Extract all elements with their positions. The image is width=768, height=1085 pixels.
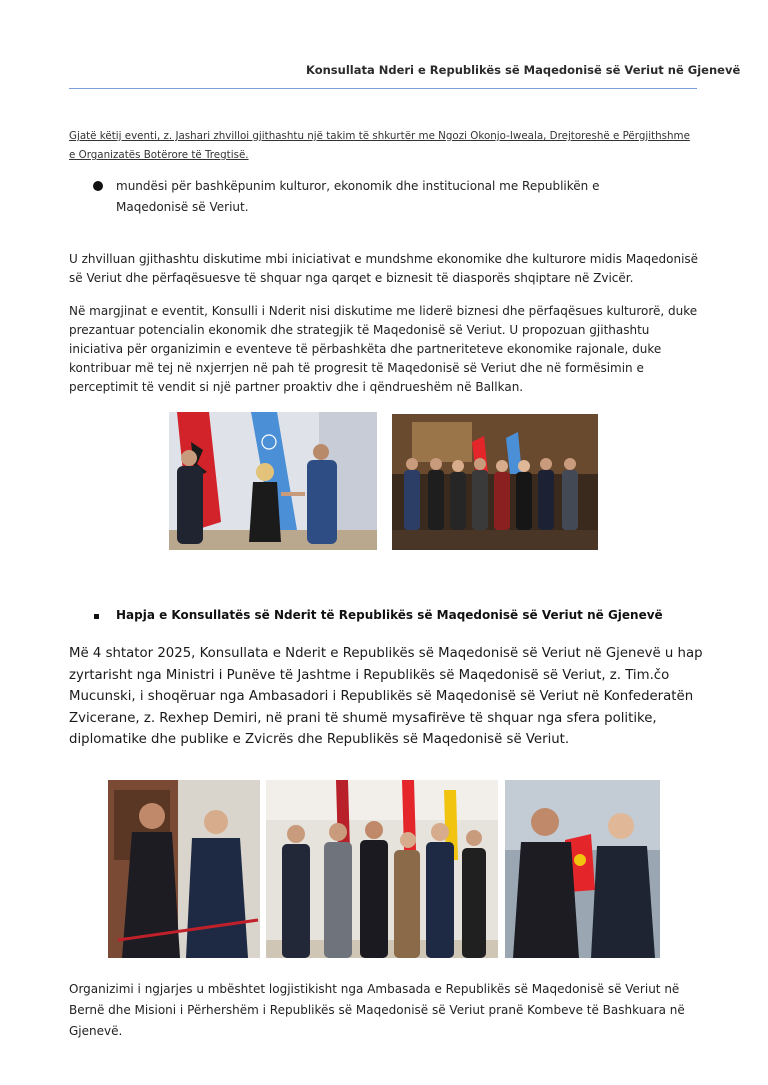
bullet-icon xyxy=(93,181,103,191)
section-body: Më 4 shtator 2025, Konsullata e Nderit e Republikës së Maqedonisë së Veriut në Gjenevë u hap zyrtarisht nga Ministri i Punëve të Jashtme i Republikës së Maqedonisë së Veriut, z. Tim.čo Mucunski, i shoqëruar nga Ambasadori i Republikës së Maqedonisë së Veriut në Konfederatën Zvicerane, z. Rexhep Demiri, në prani të shumë mysafirëve të shquar nga sfera politike, diplomatike dhe publike e Zvicrës dhe Republikës së Maqedonisë së Veriut. xyxy=(69,646,703,747)
paragraph-margins: Në margjinat e eventit, Konsulli i Nderit nisi diskutime me liderë biznesi dhe përfaqësues kulturorë, duke prezantuar potencialin ekonomik dhe strategjik të Maqedonisë së Veriut. U propozuan gjithashtu iniciativa për organizimin e eventeve të përbashkëta dhe partneriteteve ekonomike rajonale, duke kontribuar më tej në nxjerrjen në pah të progresit të Maqedonisë së Veriut dhe në formësimin e perceptimit të vendit si një partner proaktiv dhe i qëndrueshëm në Ballkan. xyxy=(69,304,698,394)
photo-ribbon-cutting xyxy=(108,780,260,958)
intro-note: Gjatë këtij eventi, z. Jashari zhvilloi gjithashtu një takim të shkurtër me Ngozi Okonjo-Iweala, Drejtoreshë e Përgjithshme e Organizatës Botërore të Tregtisë. xyxy=(69,130,690,161)
closing-paragraph: Organizimi i ngjarjes u mbështet logjistikisht nga Ambasada e Republikës së Maqedonisë së Veriut në Bernë dhe Misioni i Përhershëm i Republikës së Maqedonisë së Veriut pranë Kombeve të Bashkuara në Gjenevë. xyxy=(69,982,685,1038)
paragraph-diaspora: U zhvilluan gjithashtu diskutime mbi iniciativat e mundshme ekonomike dhe kulturore midis Maqedonisë së Veriut dhe përfaqësuesve të shquar nga qarqet e biznesit të diasporës shqiptare në Zvicër. xyxy=(69,252,699,285)
section-heading: Hapja e Konsullatës së Nderit të Republikës së Maqedonisë së Veriut në Gjenevë xyxy=(116,608,663,622)
header-divider xyxy=(69,88,697,89)
photo-opening-group xyxy=(266,780,498,958)
photo-handshake xyxy=(169,412,377,550)
page-header-title: Konsullata Nderi e Republikës së Maqedonisë së Veriut në Gjenevë xyxy=(306,63,741,77)
photo-group-reception xyxy=(392,414,598,550)
section-bullet-icon xyxy=(94,614,99,619)
photo-two-officials xyxy=(505,780,660,958)
bullet-item: mundësi për bashkëpunim kulturor, ekonomik dhe institucional me Republikën e Maqedonisë së Veriut. xyxy=(116,179,600,214)
